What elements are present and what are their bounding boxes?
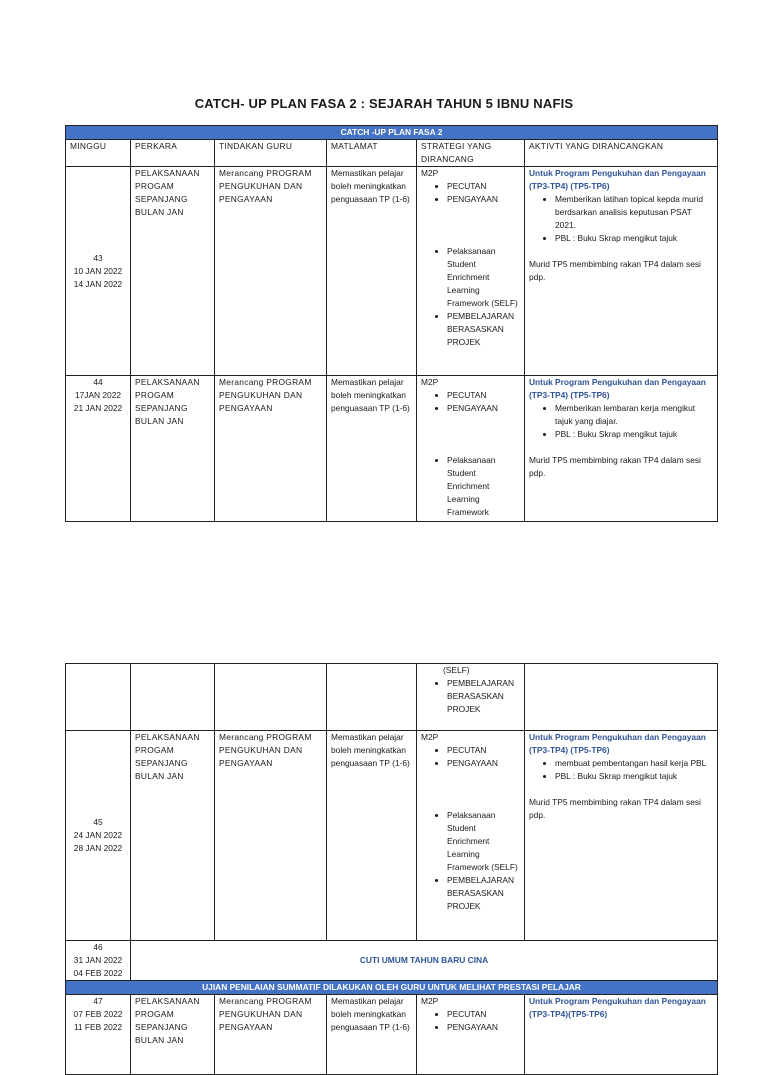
aktiviti-cell — [525, 167, 718, 376]
week-start-date: 24 JAN 2022 — [73, 830, 123, 840]
tindakan-cell: Merancang PROGRAM PENGUKUHAN DAN PENGAYAAN — [215, 995, 327, 1075]
perkara-cell — [131, 664, 215, 731]
week-start-date: 10 JAN 2022 — [73, 265, 123, 276]
strategy-pengayaan: • PENGAYAAN — [447, 402, 520, 415]
aktiviti-cell — [525, 995, 718, 1075]
assessment-banner: UJIAN PENILAIAN SUMMATIF DILAKUKAN OLEH GURU UNTUK MELIHAT PRESTASI PELAJAR — [66, 981, 718, 995]
week-start-date: 17JAN 2022 — [74, 390, 122, 400]
activity-list — [529, 402, 713, 441]
strategi-cell — [417, 664, 525, 731]
table-row — [66, 731, 718, 941]
catch-up-plan-table — [65, 125, 718, 522]
week-end-date: 21 JAN 2022 — [73, 403, 123, 413]
activity-item: • Memberikan latihan topical kepda murid berdsarkan analisis keputusan PSAT 2021. — [555, 193, 713, 232]
header-tindakan-guru: TINDAKAN GURU — [215, 140, 327, 167]
activity-list — [529, 193, 713, 245]
strategy-self: • Pelaksanaan Student Enrichment Learning Framework — [447, 454, 520, 519]
tindakan-cell: Merancang PROGRAM PENGUKUHAN DAN PENGAYAAN — [215, 167, 327, 376]
perkara-cell: PELAKSANAAN PROGAM SEPANJANG BULAN JAN — [131, 995, 215, 1075]
table-row — [66, 664, 718, 731]
matlamat-cell: Memastikan pelajar boleh meningkatkan penguasaan TP (1-6) — [327, 376, 417, 522]
strategi-cell — [417, 167, 525, 376]
strategy-self-tail: (SELF) — [443, 665, 470, 675]
aktiviti-cell — [525, 731, 718, 941]
activity-pbl: • PBL : Buku Skrap mengikut tajuk — [555, 770, 713, 783]
week-end-date: 28 JAN 2022 — [73, 843, 123, 853]
strategy-m2p: M2P — [421, 377, 439, 387]
header-matlamat: MATLAMAT — [327, 140, 417, 167]
holiday-cell: CUTI UMUM TAHUN BARU CINA — [131, 941, 718, 981]
strategy-pecutan: • PECUTAN — [447, 389, 520, 402]
document-title: CATCH- UP PLAN FASA 2 : SEJARAH TAHUN 5 IBNU NAFIS — [194, 96, 574, 111]
matlamat-cell: Memastikan pelajar boleh meningkatkan penguasaan TP (1-6) — [327, 731, 417, 941]
week-start-date: 07 FEB 2022 — [73, 1009, 123, 1019]
strategi-cell — [417, 995, 525, 1075]
header-minggu: MINGGU — [66, 140, 131, 167]
aktiviti-cell — [525, 664, 718, 731]
week-end-date: 04 FEB 2022 — [73, 968, 123, 978]
week-cell — [66, 731, 131, 941]
week-number: 46 — [93, 942, 103, 952]
week-cell — [66, 664, 131, 731]
strategy-pbp: • PEMBELAJARAN BERASASKAN PROJEK — [447, 874, 520, 913]
strategy-list — [421, 744, 520, 770]
strategy-m2p: M2P — [421, 996, 439, 1006]
week-cell — [66, 376, 131, 522]
week-start-date: 31 JAN 2022 — [73, 955, 123, 965]
strategy-pengayaan: • PENGAYAAN — [447, 757, 520, 770]
table-row — [66, 941, 718, 981]
program-heading: Untuk Program Pengukuhan dan Pengayaan (TP3-TP4) (TP5-TP6) — [529, 168, 706, 191]
week-number: 47 — [93, 996, 103, 1006]
week-end-date: 11 FEB 2022 — [73, 1022, 123, 1032]
week-number: 45 — [93, 817, 103, 827]
perkara-cell: PELAKSANAAN PROGAM SEPANJANG BULAN JAN — [131, 731, 215, 941]
strategy-self: • Pelaksanaan Student Enrichment Learning Framework (SELF) — [447, 245, 520, 310]
strategy-list — [421, 245, 520, 349]
strategy-pecutan: • PECUTAN — [447, 1008, 520, 1021]
program-heading: Untuk Program Pengukuhan dan Pengayaan (TP3-TP4)(TP5-TP6) — [529, 996, 706, 1019]
strategy-pengayaan: • PENGAYAAN — [447, 193, 520, 206]
activity-item: • membuat pembentangan hasil kerja PBL — [555, 757, 713, 770]
catch-up-plan-table-continued — [65, 663, 718, 1075]
strategy-list — [421, 389, 520, 415]
activity-pbl: • PBL : Buku Skrap mengikut tajuk — [555, 428, 713, 441]
week-cell — [66, 167, 131, 376]
activity-pbl: • PBL : Buku Skrap mengikut tajuk — [555, 232, 713, 245]
week-end-date: 14 JAN 2022 — [73, 278, 123, 289]
strategy-pbp: • PEMBELAJARAN BERASASKAN PROJEK — [447, 677, 520, 716]
matlamat-cell: Memastikan pelajar boleh meningkatkan penguasaan TP (1-6) — [327, 167, 417, 376]
murid-tp5-note: Murid TP5 membimbing rakan TP4 dalam sesi pdp. — [529, 797, 701, 820]
strategy-m2p: M2P — [421, 168, 439, 178]
table-row — [66, 376, 718, 522]
header-row — [66, 140, 718, 167]
table-banner: CATCH -UP PLAN FASA 2 — [66, 126, 718, 140]
tindakan-cell — [215, 664, 327, 731]
activity-list — [529, 757, 713, 783]
week-cell — [66, 941, 131, 981]
strategy-self: • Pelaksanaan Student Enrichment Learning Framework (SELF) — [447, 809, 520, 874]
header-aktiviti: AKTIVTI YANG DIRANCANGKAN — [525, 140, 718, 167]
strategi-cell — [417, 376, 525, 522]
perkara-cell: PELAKSANAAN PROGAM SEPANJANG BULAN JAN — [131, 376, 215, 522]
assessment-banner-row — [66, 981, 718, 995]
strategy-pecutan: • PECUTAN — [447, 744, 520, 757]
header-strategi: STRATEGI YANG DIRANCANG — [417, 140, 525, 167]
strategy-list — [421, 809, 520, 913]
activity-item: • Memberikan lembaran kerja mengikut tajuk yang diajar. — [555, 402, 713, 428]
tindakan-cell: Merancang PROGRAM PENGUKUHAN DAN PENGAYAAN — [215, 376, 327, 522]
strategy-list — [421, 180, 520, 206]
strategy-list — [421, 677, 520, 716]
strategy-pengayaan: • PENGAYAAN — [447, 1021, 520, 1034]
strategy-m2p: M2P — [421, 732, 439, 742]
program-heading: Untuk Program Pengukuhan dan Pengayaan (TP3-TP4) (TP5-TP6) — [529, 732, 706, 755]
table-banner-row — [66, 126, 718, 140]
strategy-list — [421, 454, 520, 519]
aktiviti-cell — [525, 376, 718, 522]
program-heading: Untuk Program Pengukuhan dan Pengayaan (TP3-TP4) (TP5-TP6) — [529, 377, 706, 400]
week-cell — [66, 995, 131, 1075]
matlamat-cell: Memastikan pelajar boleh meningkatkan penguasaan TP (1-6) — [327, 995, 417, 1075]
week-number: 44 — [93, 377, 103, 387]
strategy-pbp: • PEMBELAJARAN BERASASKAN PROJEK — [447, 310, 520, 349]
table-row — [66, 995, 718, 1075]
week-number: 43 — [93, 252, 103, 263]
table-row — [66, 167, 718, 376]
matlamat-cell — [327, 664, 417, 731]
murid-tp5-note: Murid TP5 membimbing rakan TP4 dalam sesi pdp. — [529, 455, 701, 478]
strategy-pecutan: • PECUTAN — [447, 180, 520, 193]
tindakan-cell: Merancang PROGRAM PENGUKUHAN DAN PENGAYAAN — [215, 731, 327, 941]
perkara-cell: PELAKSANAAN PROGAM SEPANJANG BULAN JAN — [131, 167, 215, 376]
murid-tp5-note: Murid TP5 membimbing rakan TP4 dalam sesi pdp. — [529, 259, 701, 282]
strategy-list — [421, 1008, 520, 1034]
strategi-cell — [417, 731, 525, 941]
header-perkara: PERKARA — [131, 140, 215, 167]
